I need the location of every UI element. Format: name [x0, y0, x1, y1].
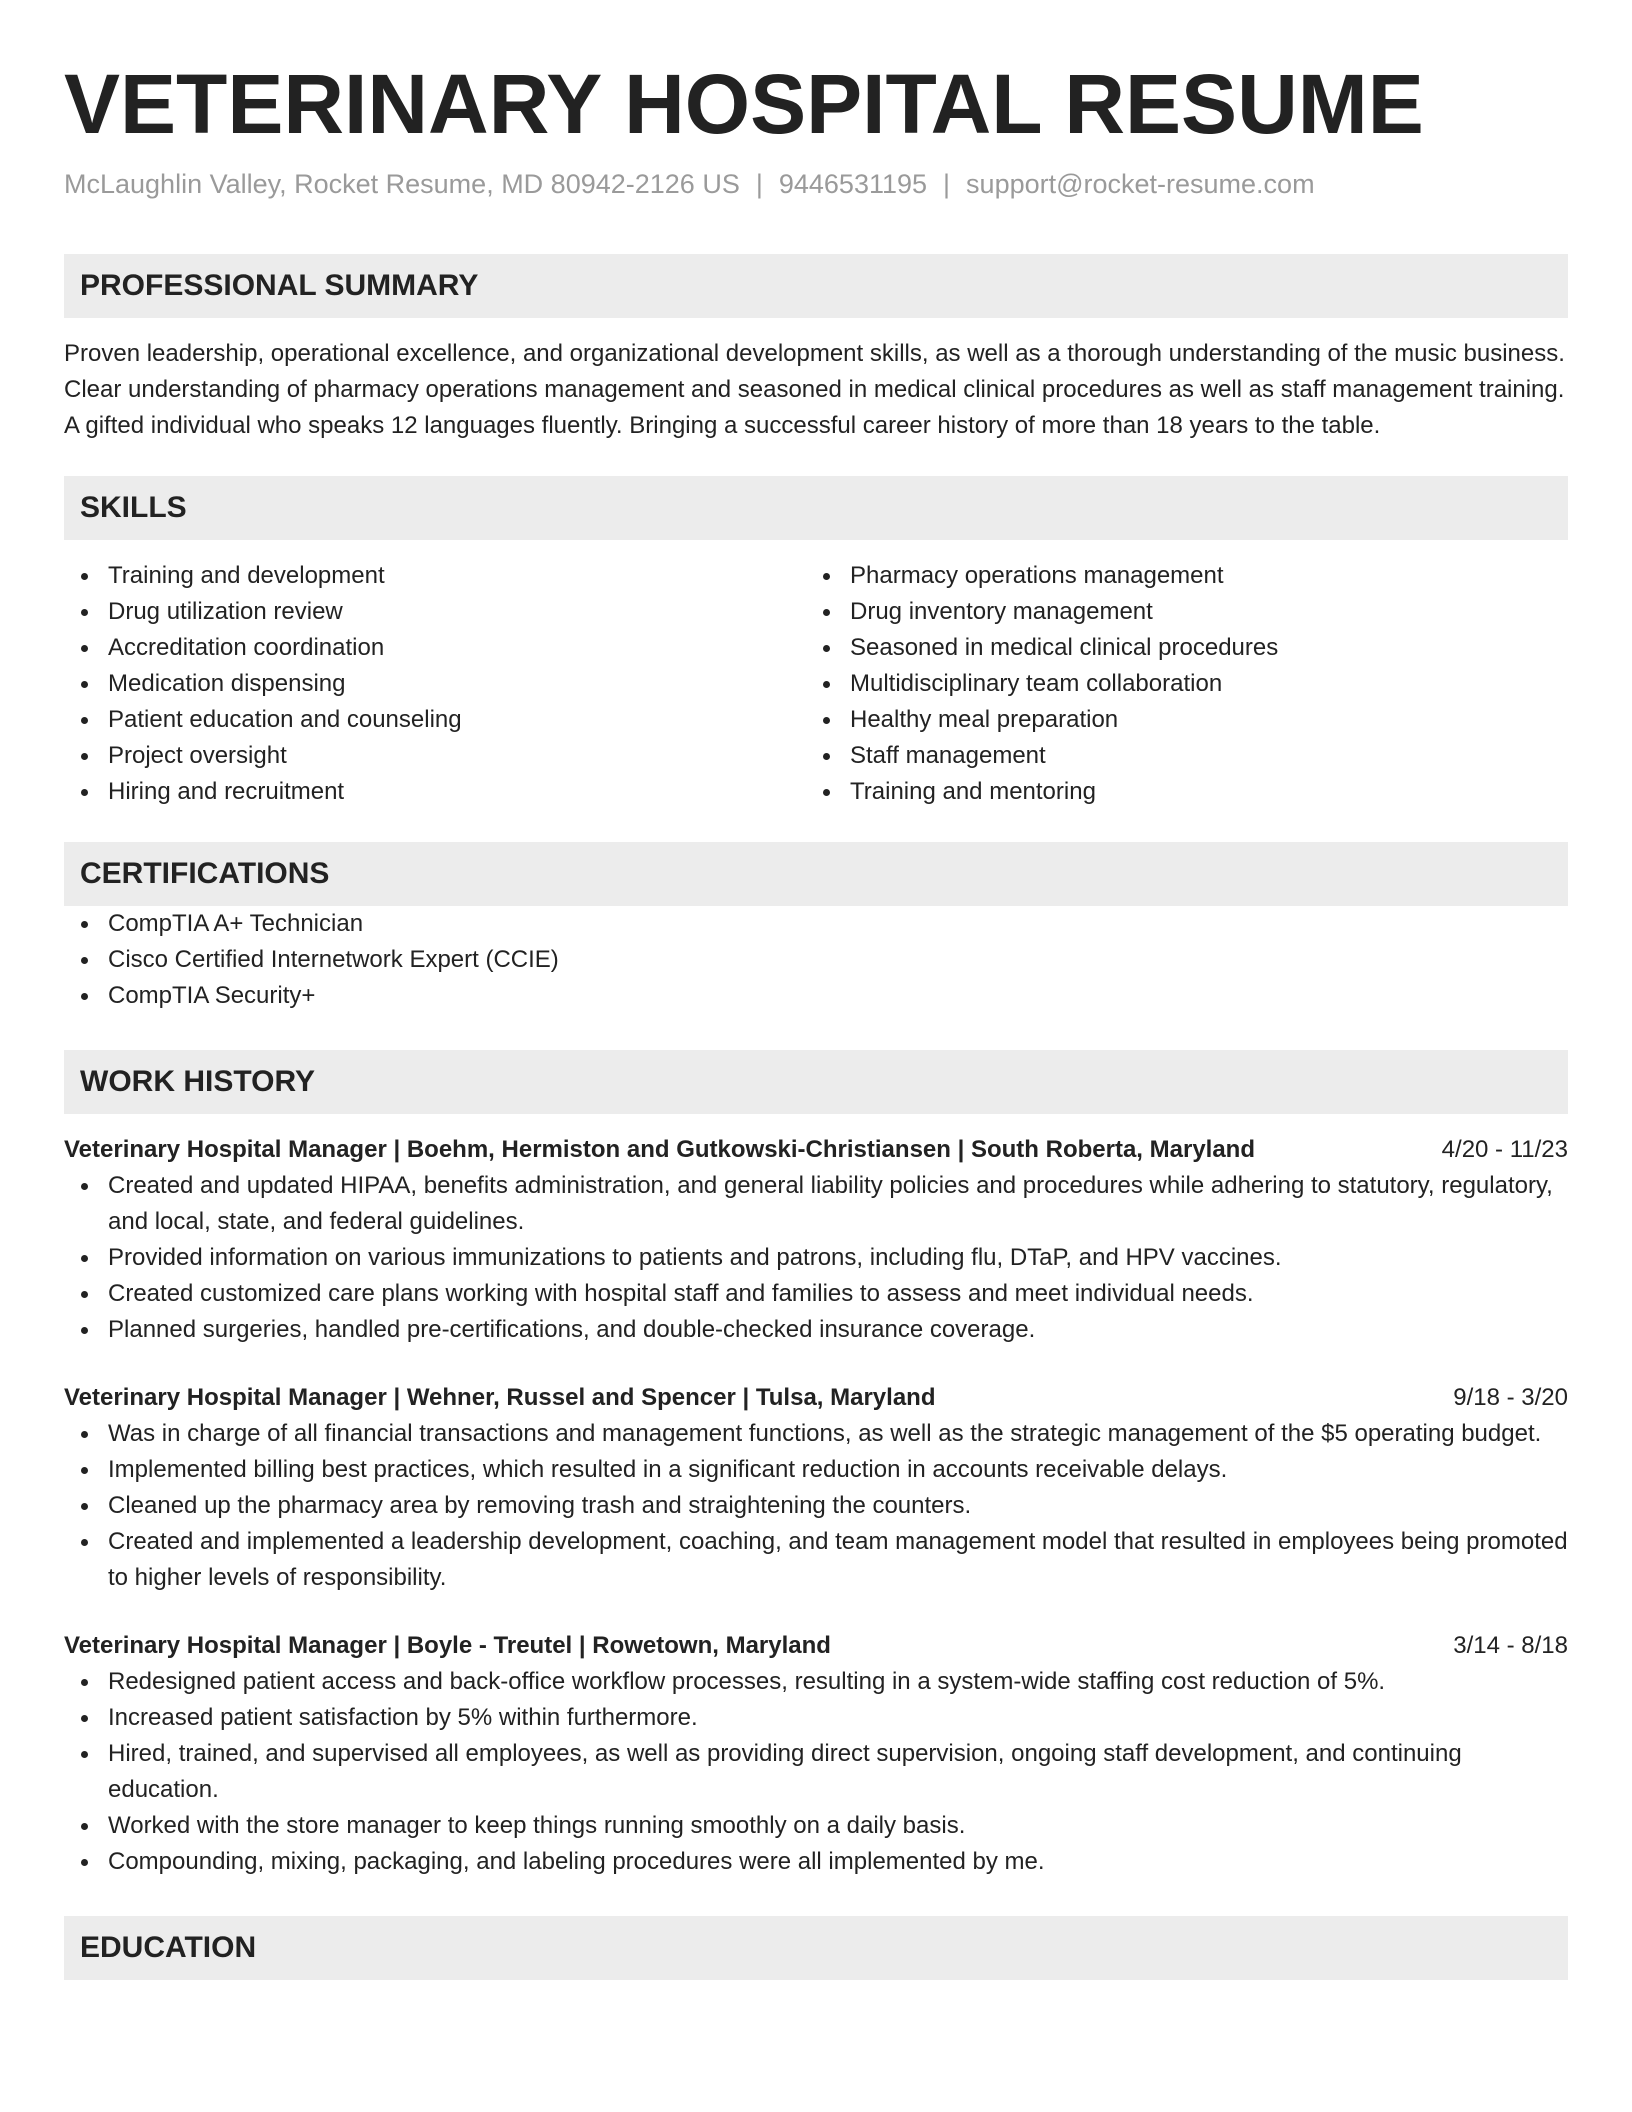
- skill-item: Training and development: [64, 558, 806, 594]
- contact-email[interactable]: support@rocket-resume.com: [966, 169, 1315, 199]
- skills-list: [64, 558, 1568, 810]
- job-bullet: Planned surgeries, handled pre-certifications, and double-checked insurance coverage.: [64, 1312, 1568, 1348]
- skills-column-right: [806, 558, 1548, 810]
- skill-item: Drug utilization review: [64, 594, 806, 630]
- summary-text: Proven leadership, operational excellence, and organizational development skills, as well as a thorough understanding of the music business. Clear understanding of pharmacy operations management and seasoned in medical clinical procedures as well as staff management training. A gifted individual who speaks 12 languages fluently. Bringing a successful career history of more than 18 years to the table.: [64, 340, 1565, 439]
- summary-heading: PROFESSIONAL SUMMARY: [64, 254, 1568, 318]
- job-bullet: Increased patient satisfaction by 5% within furthermore.: [64, 1700, 1568, 1736]
- job-bullet: Implemented billing best practices, which resulted in a significant reduction in accounts receivable delays.: [64, 1452, 1568, 1488]
- job-bullet: Redesigned patient access and back-office workflow processes, resulting in a system-wide staffing cost reduction of 5%.: [64, 1664, 1568, 1700]
- skill-item: Staff management: [806, 738, 1548, 774]
- skill-item: Pharmacy operations management: [806, 558, 1548, 594]
- resume-title: VETERINARY HOSPITAL RESUME: [64, 57, 1424, 151]
- skill-item: Training and mentoring: [806, 774, 1548, 810]
- contact-separator: |: [755, 169, 763, 199]
- skill-item: Project oversight: [64, 738, 806, 774]
- job-title: Veterinary Hospital Manager | Boyle - Treutel | Rowetown, Maryland: [64, 1632, 831, 1659]
- certification-item: CompTIA Security+: [64, 978, 1568, 1014]
- job-bullets: [64, 1416, 1568, 1596]
- job-bullet: Cleaned up the pharmacy area by removing trash and straightening the counters.: [64, 1488, 1568, 1524]
- job-dates: 4/20 - 11/23: [1441, 1136, 1568, 1163]
- job-entry: [64, 1132, 1568, 1348]
- contact-phone: 9446531195: [778, 169, 928, 199]
- skill-item: Multidisciplinary team collaboration: [806, 666, 1548, 702]
- contact-separator: |: [943, 169, 951, 199]
- job-title: Veterinary Hospital Manager | Boehm, Hermiston and Gutkowski-Christiansen | South Roberta, Maryland: [64, 1136, 1255, 1163]
- skill-item: Seasoned in medical clinical procedures: [806, 630, 1548, 666]
- job-bullet: Created customized care plans working with hospital staff and families to assess and meet individual needs.: [64, 1276, 1568, 1312]
- job-dates: 9/18 - 3/20: [1453, 1384, 1568, 1411]
- job-bullet: Worked with the store manager to keep things running smoothly on a daily basis.: [64, 1808, 1568, 1844]
- skill-item: Accreditation coordination: [64, 630, 806, 666]
- job-dates: 3/14 - 8/18: [1453, 1632, 1568, 1659]
- skill-item: Drug inventory management: [806, 594, 1548, 630]
- job-entry: [64, 1380, 1568, 1596]
- job-bullet: Created and updated HIPAA, benefits administration, and general liability policies and procedures while adhering to statutory, regulatory, and local, state, and federal guidelines.: [64, 1168, 1568, 1240]
- skill-item: Healthy meal preparation: [806, 702, 1548, 738]
- certification-item: Cisco Certified Internetwork Expert (CCIE): [64, 942, 1568, 978]
- contact-line: [64, 166, 1568, 202]
- job-bullet: Was in charge of all financial transactions and management functions, as well as the strategic management of the $5 operating budget.: [64, 1416, 1568, 1452]
- job-header: [64, 1380, 1568, 1416]
- certification-item: CompTIA A+ Technician: [64, 906, 1568, 942]
- contact-address: McLaughlin Valley, Rocket Resume, MD 80942-2126 US: [64, 169, 740, 199]
- job-bullet: Provided information on various immunizations to patients and patrons, including flu, DTaP, and HPV vaccines.: [64, 1240, 1568, 1276]
- job-bullets: [64, 1168, 1568, 1348]
- education-heading: EDUCATION: [64, 1916, 1568, 1980]
- work-history-heading: WORK HISTORY: [64, 1050, 1568, 1114]
- job-bullet: Created and implemented a leadership development, coaching, and team management model that resulted in employees being promoted to higher levels of responsibility.: [64, 1524, 1568, 1596]
- certifications-heading: CERTIFICATIONS: [64, 842, 1568, 906]
- skill-item: Medication dispensing: [64, 666, 806, 702]
- skills-heading: SKILLS: [64, 476, 1568, 540]
- skill-item: Hiring and recruitment: [64, 774, 806, 810]
- job-bullet: Compounding, mixing, packaging, and labeling procedures were all implemented by me.: [64, 1844, 1568, 1880]
- job-header: [64, 1132, 1568, 1168]
- skill-item: Patient education and counseling: [64, 702, 806, 738]
- job-header: [64, 1628, 1568, 1664]
- certifications-list: [64, 906, 1568, 1014]
- skills-column-left: [64, 558, 806, 810]
- job-bullet: Hired, trained, and supervised all employees, as well as providing direct supervision, ongoing staff development, and continuing education.: [64, 1736, 1568, 1808]
- job-title: Veterinary Hospital Manager | Wehner, Russel and Spencer | Tulsa, Maryland: [64, 1384, 936, 1411]
- job-bullets: [64, 1664, 1568, 1880]
- job-entry: [64, 1628, 1568, 1880]
